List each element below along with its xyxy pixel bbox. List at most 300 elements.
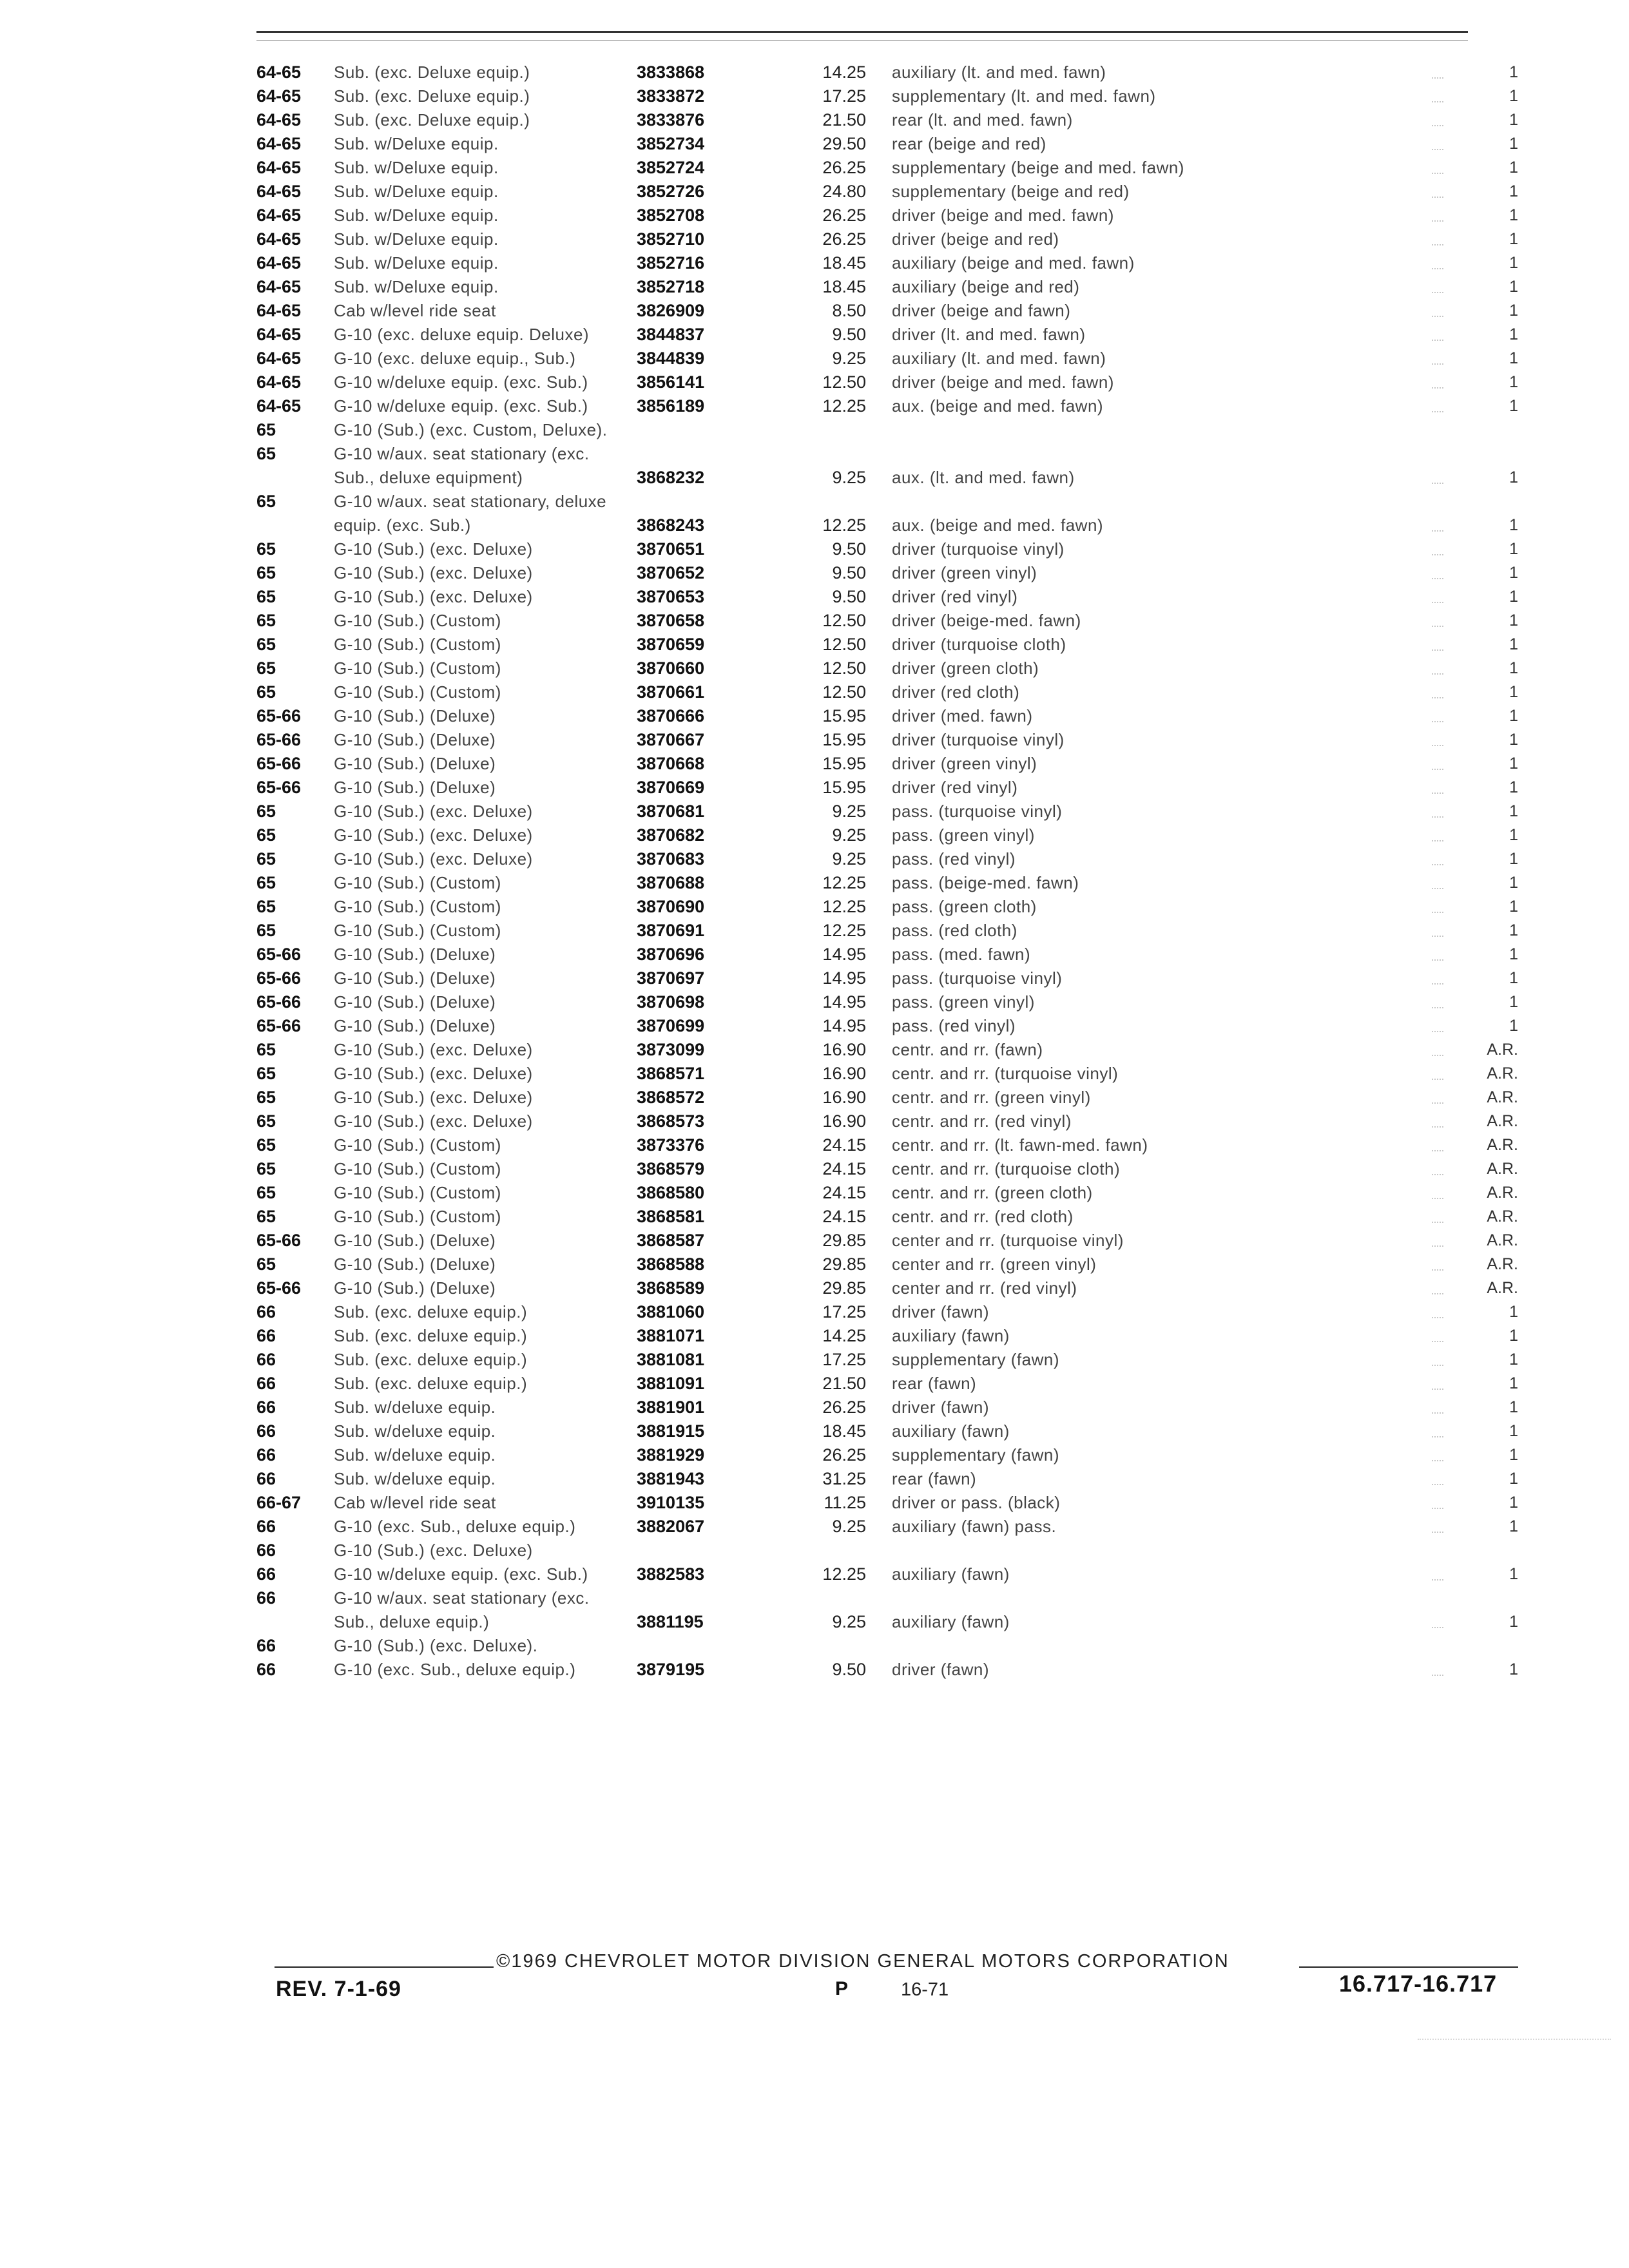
dot-leader [1432,197,1443,198]
price-cell: 9.25 [832,802,866,821]
description-cell: driver (green cloth) [892,658,1039,678]
description-cell: driver (beige and red) [892,229,1059,249]
years-cell: 64-65 [256,277,302,296]
description-cell: driver (beige and med. fawn) [892,206,1114,225]
years-cell: 65 [256,873,276,892]
description-cell: driver (turquoise cloth) [892,635,1066,654]
years-cell: 65 [256,802,276,821]
model-cell: Sub. w/deluxe equip. [334,1469,496,1488]
part-number-cell: 3870688 [637,873,705,892]
dot-leader [1432,721,1443,722]
quantity-code-cell: A.R. [1487,1088,1518,1106]
quantity-code-cell: A.R. [1487,1136,1518,1154]
quantity-code-cell: 1 [1509,63,1518,81]
price-cell: 14.25 [822,62,866,82]
price-cell: 9.25 [832,349,866,368]
price-cell: 29.50 [822,134,866,153]
copyright-line: ©1969 CHEVROLET MOTOR DIVISION GENERAL MOTORS CORPORATION [496,1951,1229,1972]
model-cell: G-10 (Sub.) (Custom) [334,1207,501,1226]
model-cell: G-10 (Sub.) (exc. Deluxe) [334,1541,533,1560]
price-cell: 11.25 [824,1493,866,1512]
dot-leader [1432,1532,1443,1533]
part-number-cell: 3882067 [637,1517,705,1536]
description-cell: driver (red vinyl) [892,778,1018,797]
price-cell: 21.50 [822,110,866,130]
part-number-cell: 3870668 [637,754,705,773]
dot-leader [1432,1174,1443,1175]
description-cell: driver (green vinyl) [892,754,1037,773]
model-cell: G-10 (Sub.) (Custom) [334,1135,501,1155]
model-cell: G-10 (Sub.) (exc. Deluxe) [334,1040,533,1059]
dot-leader [1432,1436,1443,1437]
dot-leader [1432,220,1443,222]
quantity-code-cell: 1 [1509,540,1518,558]
price-cell: 9.25 [832,825,866,845]
quantity-code-cell: 1 [1509,850,1518,868]
quantity-code-cell: A.R. [1487,1112,1518,1130]
years-cell: 65 [256,635,276,654]
years-cell: 65 [256,825,276,845]
price-cell: 17.25 [822,1350,866,1369]
price-cell: 12.25 [822,396,866,416]
quantity-code-cell: 1 [1509,826,1518,844]
dot-leader [1432,793,1443,794]
part-number-cell: 3873376 [637,1135,705,1155]
quantity-code-cell: A.R. [1487,1160,1518,1178]
years-cell: 66 [256,1636,276,1655]
quantity-code-cell: 1 [1509,397,1518,415]
years-cell: 65-66 [256,778,302,797]
part-number-cell: 3852718 [637,277,705,296]
description-cell: pass. (red vinyl) [892,1016,1016,1035]
dot-leader [1432,697,1443,698]
dot-leader [1432,483,1443,484]
price-cell: 16.90 [822,1088,866,1107]
quantity-code-cell: 1 [1509,564,1518,582]
years-cell: 66 [256,1517,276,1536]
years-cell: 65 [256,611,276,630]
model-cell: Sub. w/Deluxe equip. [334,158,499,177]
description-cell: auxiliary (fawn) [892,1564,1010,1584]
part-number-cell: 3868589 [637,1278,705,1298]
dot-leader [1432,1269,1443,1271]
quantity-code-cell: 1 [1509,1660,1518,1678]
dot-leader [1432,1341,1443,1342]
description-cell: driver (fawn) [892,1660,989,1679]
model-cell: G-10 (Sub.) (Deluxe) [334,968,496,988]
part-number-cell: 3881071 [637,1326,705,1345]
years-cell: 64-65 [256,301,302,320]
model-cell: Sub. w/deluxe equip. [334,1398,496,1417]
scan-smudge [1418,2039,1611,2040]
quantity-code-cell: 1 [1509,1350,1518,1369]
model-cell: G-10 (Sub.) (exc. Deluxe) [334,563,533,582]
price-cell: 14.95 [822,945,866,964]
price-cell: 12.25 [822,1564,866,1584]
quantity-code-cell: 1 [1509,802,1518,820]
years-cell: 64-65 [256,349,302,368]
quantity-code-cell: A.R. [1487,1207,1518,1225]
dot-leader [1432,578,1443,579]
description-cell: supplementary (fawn) [892,1350,1059,1369]
price-cell: 16.90 [822,1111,866,1131]
quantity-code-cell: 1 [1509,1303,1518,1321]
description-cell: centr. and rr. (red vinyl) [892,1111,1072,1131]
price-cell: 15.95 [822,754,866,773]
years-cell: 65 [256,563,276,582]
model-cell: G-10 (Sub.) (exc. Deluxe) [334,1088,533,1107]
model-cell: G-10 (Sub.) (Deluxe) [334,730,496,749]
price-cell: 15.95 [822,778,866,797]
description-cell: centr. and rr. (turquoise vinyl) [892,1064,1119,1083]
description-cell: aux. (lt. and med. fawn) [892,468,1075,487]
years-cell: 66 [256,1660,276,1679]
price-cell: 24.15 [822,1135,866,1155]
part-number-cell: 3870652 [637,563,705,582]
price-cell: 24.15 [822,1183,866,1202]
dot-leader [1432,554,1443,555]
part-number-cell: 3882583 [637,1564,705,1584]
dot-leader [1432,649,1443,651]
description-cell: driver (fawn) [892,1398,989,1417]
years-cell: 66 [256,1374,276,1393]
years-cell: 65 [256,1254,276,1274]
part-number-cell: 3881943 [637,1469,705,1488]
part-number-cell: 3870681 [637,802,705,821]
price-cell: 9.50 [832,587,866,606]
description-cell: centr. and rr. (turquoise cloth) [892,1159,1121,1178]
quantity-code-cell: 1 [1509,1446,1518,1464]
top-rule [256,31,1468,33]
quantity-code-cell: A.R. [1487,1255,1518,1273]
part-number-cell: 3868232 [637,468,705,487]
quantity-code-cell: 1 [1509,159,1518,177]
years-cell: 66 [256,1541,276,1560]
part-number-cell: 3881081 [637,1350,705,1369]
price-cell: 24.15 [822,1159,866,1178]
dot-leader [1432,1484,1443,1485]
model-cell: Sub. (exc. Deluxe equip.) [334,110,530,130]
part-number-cell: 3870666 [637,706,705,726]
description-cell: auxiliary (fawn) pass. [892,1517,1057,1536]
price-cell: 15.95 [822,730,866,749]
model-cell: Sub. w/Deluxe equip. [334,182,499,201]
dot-leader [1432,602,1443,603]
price-cell: 16.90 [822,1040,866,1059]
years-cell: 65-66 [256,1016,302,1035]
model-cell: G-10 w/aux. seat stationary (exc. Sub., deluxe equip.) [334,1588,590,1631]
years-cell: 65 [256,587,276,606]
quantity-code-cell: 1 [1509,1398,1518,1416]
price-cell: 29.85 [822,1278,866,1298]
quantity-code-cell: 1 [1509,969,1518,987]
price-cell: 26.25 [822,1445,866,1465]
description-cell: rear (fawn) [892,1469,977,1488]
quantity-code-cell: 1 [1509,1565,1518,1583]
price-cell: 9.50 [832,563,866,582]
price-cell: 17.25 [822,1302,866,1321]
description-cell: centr. and rr. (fawn) [892,1040,1043,1059]
quantity-code-cell: 1 [1509,1374,1518,1392]
model-cell: G-10 (Sub.) (Deluxe) [334,992,496,1012]
quantity-code-cell: 1 [1509,278,1518,296]
dot-leader [1432,173,1443,174]
quantity-code-cell: 1 [1509,468,1518,486]
description-cell: center and rr. (red vinyl) [892,1278,1077,1298]
quantity-code-cell: 1 [1509,588,1518,606]
footer-rule-left [275,1966,494,1968]
dot-leader [1432,1508,1443,1509]
dot-leader [1432,268,1443,269]
years-cell: 66 [256,1564,276,1584]
dot-leader [1432,673,1443,675]
model-cell: G-10 (Sub.) (exc. Deluxe) [334,1064,533,1083]
dot-leader [1432,1126,1443,1128]
page-number: 16-71 [901,1979,949,2000]
model-cell: Cab w/level ride seat [334,1493,496,1512]
price-cell: 12.50 [822,611,866,630]
dot-leader [1432,387,1443,389]
years-cell: 65-66 [256,730,302,749]
description-cell: driver (green vinyl) [892,563,1037,582]
quantity-code-cell: 1 [1509,254,1518,272]
description-cell: driver (red cloth) [892,682,1020,702]
years-cell: 64-65 [256,253,302,273]
description-cell: driver (med. fawn) [892,706,1033,726]
years-cell: 64-65 [256,134,302,153]
price-cell: 18.45 [822,253,866,273]
years-cell: 65 [256,492,276,511]
years-cell: 64-65 [256,325,302,344]
model-cell: G-10 (Sub.) (exc. Deluxe) [334,802,533,821]
model-cell: G-10 (Sub.) (Deluxe) [334,1254,496,1274]
model-cell: G-10 (Sub.) (Deluxe) [334,1016,496,1035]
description-cell: aux. (beige and med. fawn) [892,396,1104,416]
quantity-code-cell: 1 [1509,1470,1518,1488]
part-number-cell: 3844837 [637,325,705,344]
dot-leader [1432,840,1443,841]
dot-leader [1432,101,1443,102]
model-cell: G-10 (Sub.) (exc. Deluxe) [334,849,533,869]
price-cell: 12.50 [822,372,866,392]
years-cell: 65 [256,682,276,702]
part-number-cell: 3852708 [637,206,705,225]
years-cell: 65 [256,1207,276,1226]
description-cell: center and rr. (turquoise vinyl) [892,1231,1124,1250]
dot-leader [1432,983,1443,985]
years-cell: 64-65 [256,229,302,249]
description-cell: pass. (green vinyl) [892,992,1035,1012]
dot-leader [1432,769,1443,770]
model-cell: G-10 (Sub.) (Deluxe) [334,945,496,964]
model-cell: Sub. (exc. deluxe equip.) [334,1302,528,1321]
description-cell: rear (beige and red) [892,134,1046,153]
dot-leader [1432,959,1443,961]
quantity-code-cell: 1 [1509,111,1518,129]
part-number-cell: 3870660 [637,658,705,678]
part-number-cell: 3870697 [637,968,705,988]
part-number-cell: 3868587 [637,1231,705,1250]
dot-leader [1432,1412,1443,1414]
part-number-cell: 3833876 [637,110,705,130]
dot-leader [1432,1150,1443,1151]
years-cell: 66 [256,1445,276,1465]
quantity-code-cell: 1 [1509,302,1518,320]
quantity-code-cell: 1 [1509,659,1518,677]
description-cell: supplementary (beige and red) [892,182,1130,201]
description-cell: auxiliary (fawn) [892,1421,1010,1441]
part-number-cell: 3881091 [637,1374,705,1393]
price-cell: 9.25 [832,849,866,869]
model-cell: G-10 (Sub.) (Custom) [334,897,501,916]
quantity-code-cell: 1 [1509,1613,1518,1631]
years-cell: 65 [256,1064,276,1083]
group-number: 16.717-16.717 [1339,1970,1498,1997]
part-number-cell: 3870661 [637,682,705,702]
description-cell: driver (fawn) [892,1302,989,1321]
price-cell: 16.90 [822,1064,866,1083]
part-number-cell: 3870658 [637,611,705,630]
dot-leader [1432,745,1443,746]
model-cell: G-10 (Sub.) (exc. Deluxe) [334,587,533,606]
years-cell: 65 [256,420,276,439]
years-cell: 65 [256,921,276,940]
part-number-cell: 3870653 [637,587,705,606]
price-cell: 12.50 [822,658,866,678]
years-cell: 64-65 [256,372,302,392]
quantity-code-cell: 1 [1509,635,1518,653]
years-cell: 65 [256,658,276,678]
price-cell: 26.25 [822,206,866,225]
description-cell: centr. and rr. (green cloth) [892,1183,1093,1202]
part-number-cell: 3870651 [637,539,705,559]
years-cell: 64-65 [256,86,302,106]
model-cell: G-10 (Sub.) (exc. Deluxe) [334,539,533,559]
description-cell: auxiliary (beige and red) [892,277,1080,296]
dot-leader [1432,340,1443,341]
quantity-code-cell: 1 [1509,230,1518,248]
quantity-code-cell: 1 [1509,1517,1518,1535]
part-number-cell: 3833872 [637,86,705,106]
part-number-cell: 3852710 [637,229,705,249]
price-cell: 17.25 [822,86,866,106]
model-cell: G-10 (Sub.) (Custom) [334,658,501,678]
price-cell: 29.85 [822,1254,866,1274]
description-cell: supplementary (beige and med. fawn) [892,158,1184,177]
description-cell: driver (turquoise vinyl) [892,730,1065,749]
description-cell: rear (lt. and med. fawn) [892,110,1073,130]
dot-leader [1432,1198,1443,1199]
part-number-cell: 3870683 [637,849,705,869]
description-cell: driver (turquoise vinyl) [892,539,1065,559]
years-cell: 65 [256,1183,276,1202]
description-cell: supplementary (fawn) [892,1445,1059,1465]
price-cell: 26.25 [822,1398,866,1417]
model-cell: G-10 w/deluxe equip. (exc. Sub.) [334,1564,588,1584]
price-cell: 14.25 [822,1326,866,1345]
part-number-cell: 3868571 [637,1064,705,1083]
part-number-cell: 3852726 [637,182,705,201]
description-cell: centr. and rr. (red cloth) [892,1207,1074,1226]
description-cell: rear (fawn) [892,1374,977,1393]
years-cell: 65 [256,1088,276,1107]
quantity-code-cell: 1 [1509,349,1518,367]
price-cell: 24.80 [822,182,866,201]
model-cell: G-10 (Sub.) (Custom) [334,921,501,940]
years-cell: 65-66 [256,754,302,773]
part-number-cell: 3852734 [637,134,705,153]
model-cell: G-10 w/aux. seat stationary (exc. Sub., deluxe equipment) [334,444,590,487]
years-cell: 65 [256,1040,276,1059]
quantity-code-cell: A.R. [1487,1041,1518,1059]
description-cell: pass. (green cloth) [892,897,1037,916]
model-cell: G-10 (Sub.) (exc. Custom, Deluxe). [334,420,608,439]
part-number-cell: 3881195 [637,1612,704,1631]
price-cell: 26.25 [822,158,866,177]
price-cell: 26.25 [822,229,866,249]
page-letter: P [835,1978,849,1999]
model-cell: G-10 (Sub.) (exc. Deluxe). [334,1636,538,1655]
quantity-code-cell: 1 [1509,373,1518,391]
quantity-code-cell: 1 [1509,1494,1518,1512]
dot-leader [1432,1627,1443,1628]
price-cell: 31.25 [822,1469,866,1488]
years-cell: 64-65 [256,206,302,225]
years-cell: 66 [256,1398,276,1417]
dot-leader [1432,1079,1443,1080]
years-cell: 65 [256,539,276,559]
years-cell: 66 [256,1469,276,1488]
model-cell: Sub. w/Deluxe equip. [334,229,499,249]
quantity-code-cell: A.R. [1487,1184,1518,1202]
part-number-cell: 3881915 [637,1421,705,1441]
description-cell: pass. (med. fawn) [892,945,1031,964]
model-cell: Sub. (exc. deluxe equip.) [334,1374,528,1393]
part-number-cell: 3870698 [637,992,705,1012]
price-cell: 29.85 [822,1231,866,1250]
dot-leader [1432,363,1443,365]
quantity-code-cell: A.R. [1487,1231,1518,1249]
model-cell: Sub. w/Deluxe equip. [334,134,499,153]
quantity-code-cell: 1 [1509,921,1518,939]
years-cell: 65 [256,1135,276,1155]
description-cell: pass. (beige-med. fawn) [892,873,1079,892]
dot-leader [1432,1675,1443,1676]
model-cell: G-10 (Sub.) (Custom) [334,635,501,654]
price-cell: 18.45 [822,277,866,296]
quantity-code-cell: 1 [1509,683,1518,701]
footer-rule-right [1299,1966,1518,1968]
quantity-code-cell: 1 [1509,325,1518,343]
price-cell: 12.25 [822,515,866,535]
description-cell: driver (lt. and med. fawn) [892,325,1086,344]
part-number-cell: 3879195 [637,1660,705,1679]
description-cell: driver (red vinyl) [892,587,1018,606]
description-cell: auxiliary (fawn) [892,1326,1010,1345]
model-cell: G-10 (exc. deluxe equip. Deluxe) [334,325,590,344]
dot-leader [1432,244,1443,245]
model-cell: G-10 (exc. deluxe equip., Sub.) [334,349,576,368]
years-cell: 64-65 [256,62,302,82]
part-number-cell: 3856189 [637,396,705,416]
description-cell: aux. (beige and med. fawn) [892,515,1104,535]
dot-leader [1432,816,1443,818]
part-number-cell: 3881060 [637,1302,705,1321]
part-number-cell: 3881901 [637,1398,705,1417]
dot-leader [1432,1102,1443,1104]
description-cell: supplementary (lt. and med. fawn) [892,86,1156,106]
quantity-code-cell: 1 [1509,516,1518,534]
